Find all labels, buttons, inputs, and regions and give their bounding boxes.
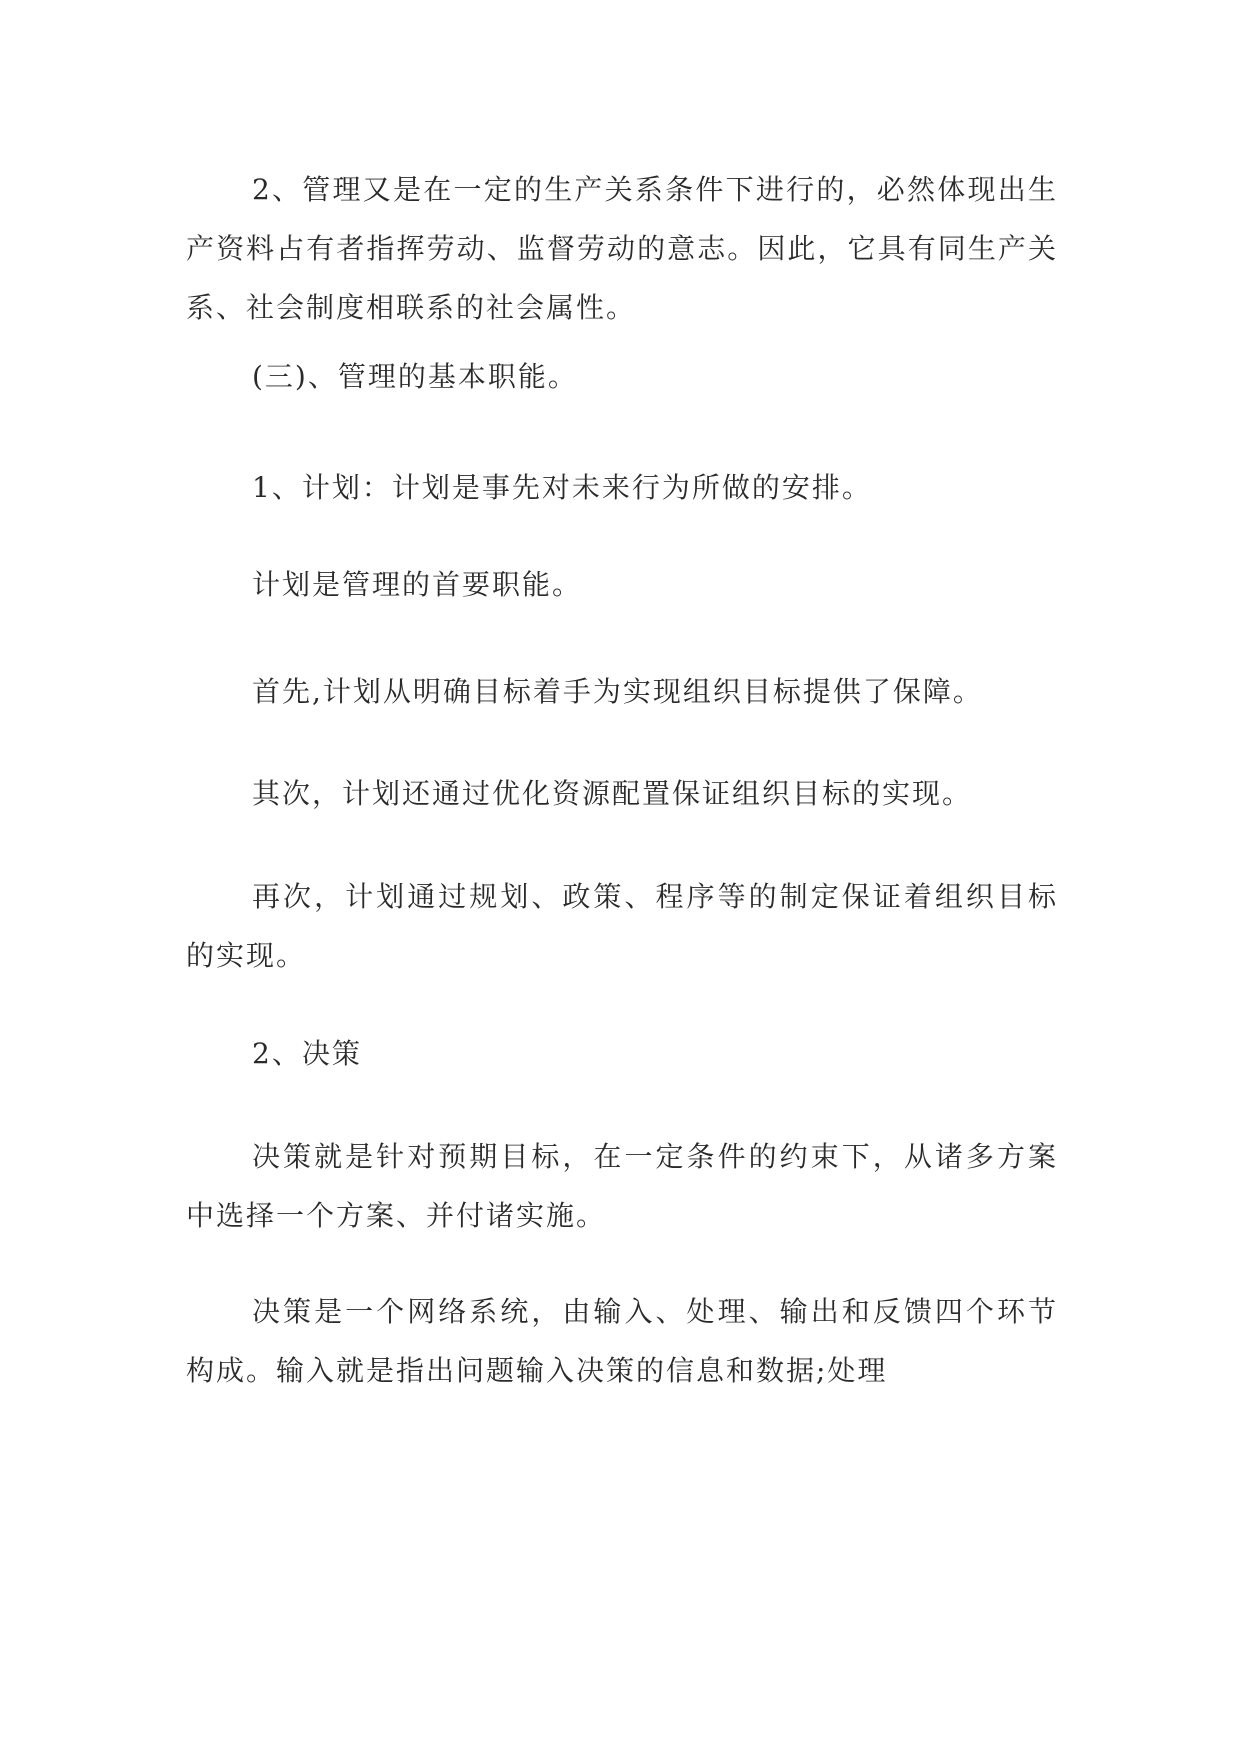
paragraph-planning-second: 其次，计划还通过优化资源配置保证组织目标的实现。 [252,777,973,810]
section-heading-basic-functions: (三)、管理的基本职能。 [252,360,578,393]
paragraph-planning-primary-function: 计划是管理的首要职能。 [252,568,583,601]
paragraph-management-social-attribute: 2、管理又是在一定的生产关系条件下进行的，必然体现出生产资料占有者指挥劳动、监督劳动的意志。因此，它具有同生产关系、社会制度相联系的社会属性。 [186,173,1058,324]
paragraph-planning-first: 首先,计划从明确目标着手为实现组织目标提供了保障。 [252,675,983,708]
paragraph-planning-third: 再次，计划通过规划、政策、程序等的制定保证着组织目标的实现。 [186,880,1058,972]
paragraph-decision-definition: 决策就是针对预期目标，在一定条件的约束下，从诸多方案中选择一个方案、并付诸实施。 [186,1140,1058,1232]
paragraph-planning-definition: 1、计划：计划是事先对未来行为所做的安排。 [252,471,872,504]
paragraph-decision-network-system: 决策是一个网络系统，由输入、处理、输出和反馈四个环节构成。输入就是指出问题输入决策的信息和数据;处理 [186,1295,1058,1387]
section-heading-decision: 2、决策 [252,1037,362,1070]
